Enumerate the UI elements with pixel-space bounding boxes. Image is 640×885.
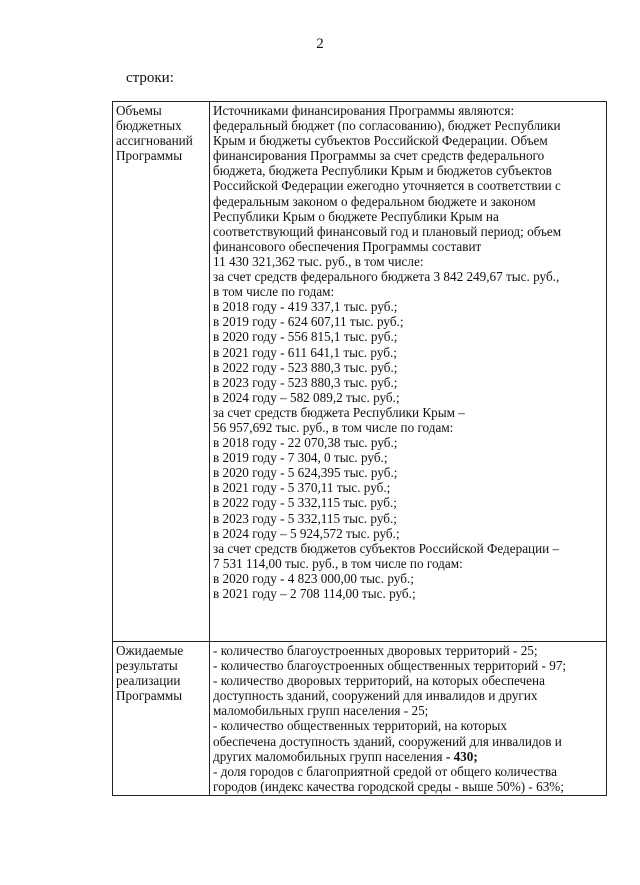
text-line: в 2020 году - 5 624,395 тыс. руб.; bbox=[213, 465, 398, 481]
text-line: - количество общественных территорий, на которых bbox=[213, 718, 508, 734]
text-line: 56 957,692 тыс. руб., в том числе по годам: bbox=[213, 419, 454, 435]
text-line: в 2018 году - 22 070,38 тыс. руб.; bbox=[213, 435, 398, 451]
label-line: ассигнований bbox=[116, 133, 193, 149]
text-line: - доля городов с благоприятной средой от общего количества bbox=[213, 763, 557, 779]
intro-text: строки: bbox=[126, 70, 174, 86]
text-line: в 2019 году - 624 607,11 тыс. руб.; bbox=[213, 314, 404, 330]
text-line: за счет средств бюджета Республики Крым – bbox=[213, 404, 465, 420]
label-line: Объемы bbox=[116, 103, 162, 118]
text-line: в том числе по годам: bbox=[213, 284, 335, 300]
text-line: в 2024 году – 5 924,572 тыс. руб.; bbox=[213, 525, 400, 541]
text-line: бюджета, бюджета Республики Крым и бюджетов субъектов bbox=[213, 163, 552, 179]
text-line: в 2023 году - 5 332,115 тыс. руб.; bbox=[213, 510, 397, 526]
text-line: доступность зданий, сооружений для инвалидов и других bbox=[213, 688, 538, 704]
page-number: 2 bbox=[316, 36, 324, 52]
row-label-results bbox=[113, 642, 210, 796]
row-content-results bbox=[210, 642, 607, 796]
program-table bbox=[112, 101, 607, 796]
text-line: 11 430 321,362 тыс. руб., в том числе: bbox=[213, 253, 424, 269]
text-line: финансового обеспечения Программы составит bbox=[213, 238, 482, 254]
label-line: бюджетных bbox=[116, 118, 182, 134]
text-line: - количество дворовых территорий, на которых обеспечена bbox=[213, 673, 545, 689]
text-line: в 2020 году - 556 815,1 тыс. руб.; bbox=[213, 329, 398, 345]
text-line: в 2021 году - 611 641,1 тыс. руб.; bbox=[213, 344, 397, 360]
text-line: федеральным законом о федеральном бюджете и законом bbox=[213, 193, 536, 209]
text-line: в 2019 году - 7 304, 0 тыс. руб.; bbox=[213, 450, 388, 466]
label-line: реализации bbox=[116, 673, 181, 689]
label-line: Программы bbox=[116, 148, 183, 164]
text-line: - количество благоустроенных дворовых территорий - 25; bbox=[213, 643, 538, 658]
text-line: в 2018 году - 419 337,1 тыс. руб.; bbox=[213, 299, 398, 315]
text-line: в 2021 году - 5 370,11 тыс. руб.; bbox=[213, 480, 391, 496]
text-line: обеспечена доступность зданий, сооружений для инвалидов и bbox=[213, 733, 562, 749]
text-line: Крым и бюджеты субъектов Российской Федерации. Объем bbox=[213, 133, 548, 149]
text-fragment: других маломобильных групп населения bbox=[213, 748, 443, 764]
text-line: в 2022 году - 5 332,115 тыс. руб.; bbox=[213, 495, 397, 511]
text-line: в 2024 году – 582 089,2 тыс. руб.; bbox=[213, 389, 400, 405]
text-line: Республики Крым о бюджете Республики Крым на bbox=[213, 208, 499, 224]
text-line: соответствующий финансовый год и плановый период; объем bbox=[213, 223, 562, 239]
text-line: в 2023 году - 523 880,3 тыс. руб.; bbox=[213, 374, 398, 390]
bold-value: - 430; bbox=[442, 748, 478, 764]
table-row-results bbox=[113, 642, 607, 796]
row-label-budget bbox=[113, 102, 210, 642]
text-line: федеральный бюджет (по согласованию), бюджет Республики bbox=[213, 118, 561, 134]
text-line: Российской Федерации ежегодно уточняется в соответствии с bbox=[213, 178, 561, 194]
text-line: финансирования Программы за счет средств федерального bbox=[213, 148, 545, 164]
text-line bbox=[213, 749, 603, 764]
label-line: Ожидаемые bbox=[116, 643, 184, 658]
text-line: в 2021 году – 2 708 114,00 тыс. руб.; bbox=[213, 586, 416, 601]
text-line: городов (индекс качества городской среды - выше 50%) - 63%; bbox=[213, 778, 564, 794]
label-line: Программы bbox=[116, 688, 183, 704]
text-line: за счет средств федерального бюджета 3 842 249,67 тыс. руб., bbox=[213, 269, 560, 285]
text-line: в 2020 году - 4 823 000,00 тыс. руб.; bbox=[213, 570, 414, 586]
table-row-budget bbox=[113, 102, 607, 642]
text-line: за счет средств бюджетов субъектов Российской Федерации – bbox=[213, 540, 560, 556]
label-line: результаты bbox=[116, 658, 178, 674]
text-line: - количество благоустроенных общественных территорий - 97; bbox=[213, 658, 567, 674]
text-line: Источниками финансирования Программы являются: bbox=[213, 103, 515, 118]
row-content-budget bbox=[210, 102, 607, 642]
text-line: 7 531 114,00 тыс. руб., в том числе по годам: bbox=[213, 555, 463, 571]
text-line: в 2022 году - 523 880,3 тыс. руб.; bbox=[213, 359, 398, 375]
text-line: маломобильных групп населения - 25; bbox=[213, 703, 429, 719]
